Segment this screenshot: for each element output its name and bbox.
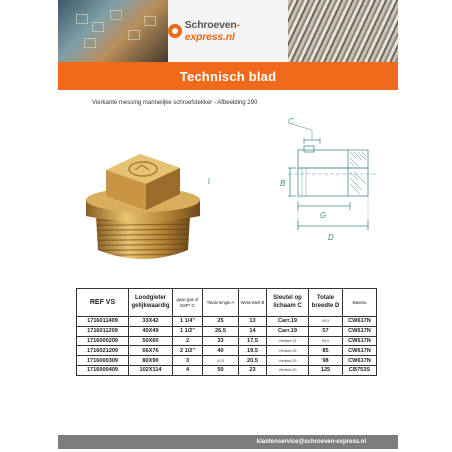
table-header-cell: Loodgieter gelijkwaardig: [129, 289, 173, 317]
dimension-label-b: B: [280, 179, 286, 188]
table-cell: 1 1/2": [173, 326, 203, 336]
table-cell: 1716000409: [77, 365, 129, 375]
table-cell: 13: [239, 317, 267, 327]
table-cell: 26.5: [203, 326, 239, 336]
spec-table: [76, 288, 377, 376]
brand-name: Schroeven-express.nl: [184, 19, 240, 43]
table-header-cell: REF VS: [77, 289, 129, 317]
header-banner: [58, 0, 398, 62]
table-cell: 102X114: [129, 365, 173, 375]
table-cell: 1716021209: [77, 346, 129, 356]
page-title: Technisch blad: [179, 68, 277, 84]
table-cell: 25: [203, 317, 239, 327]
table-cell: CW617N: [343, 356, 377, 366]
table-cell: 3: [173, 356, 203, 366]
table-cell: 49,5: [309, 317, 343, 327]
table-row: [77, 365, 377, 375]
table-cell: 85: [309, 346, 343, 356]
table-header-cell: Sleutel op lichaam C: [267, 289, 309, 317]
table-cell: 80X90: [129, 356, 173, 366]
table-header-row: [77, 289, 377, 317]
header-photo-tools: [58, 0, 168, 62]
table-cell: 4: [173, 365, 203, 375]
table-header-cell: Materia: [343, 289, 377, 317]
table-cell: Vierkant 35: [267, 346, 309, 356]
header-photo-screws: [288, 0, 398, 62]
table-cell: Carr.19: [267, 326, 309, 336]
table-row: [77, 326, 377, 336]
table-cell: 14: [239, 326, 267, 336]
dimension-label-g: G: [320, 211, 327, 220]
table-cell: 2: [173, 336, 203, 346]
table-row: [77, 346, 377, 356]
table-header-cell: Totale breedte D: [309, 289, 343, 317]
table-cell: 1 1/4": [173, 317, 203, 327]
table-cell: 1716011209: [77, 326, 129, 336]
table-header-cell: gaan gas of BSP* G: [173, 289, 203, 317]
table-cell: CW617N: [343, 317, 377, 327]
dimension-label-c: C: [288, 117, 294, 126]
table-header-cell: Wetenstelt B: [239, 289, 267, 317]
table-row: [77, 336, 377, 346]
table-cell: 20.5: [239, 356, 267, 366]
table-cell: 2 1/2": [173, 346, 203, 356]
table-cell: 57: [309, 326, 343, 336]
title-bar: [58, 62, 398, 90]
table-cell: CW617N: [343, 326, 377, 336]
product-image: [82, 118, 204, 268]
table-cell: CW617N: [343, 336, 377, 346]
brand-logo-icon: [168, 24, 182, 38]
table-cell: Vierkant 24: [267, 336, 309, 346]
table-cell: 125: [309, 365, 343, 375]
table-cell: 17.5: [239, 336, 267, 346]
table-cell: 33X42: [129, 317, 173, 327]
table-cell: CW617N: [343, 346, 377, 356]
table-cell: 69,5: [309, 336, 343, 346]
brand-logo[interactable]: [168, 0, 288, 62]
table-cell: 50X60: [129, 336, 173, 346]
table-cell: Vierkant 40: [267, 365, 309, 375]
technical-drawing: [200, 112, 400, 272]
dimension-label-side: BSP: [207, 177, 211, 184]
table-row: [77, 317, 377, 327]
table-cell: 98: [309, 356, 343, 366]
table-cell: Vierkant 35: [267, 356, 309, 366]
table-cell: 50: [203, 365, 239, 375]
table-cell: 1716000209: [77, 336, 129, 346]
footer-email-link[interactable]: klantenservice@schroeven-express.nl: [256, 439, 366, 445]
table-cell: 40X49: [129, 326, 173, 336]
table-header-cell: Totale lengte A: [203, 289, 239, 317]
table-cell: 66X76: [129, 346, 173, 356]
table-cell: 23: [239, 365, 267, 375]
table-cell: 1716000309: [77, 356, 129, 366]
table-cell: 19.5: [239, 346, 267, 356]
footer-bar: [58, 435, 398, 449]
table-row: [77, 356, 377, 366]
dimension-label-d: D: [328, 233, 334, 242]
table-cell: CB753S: [343, 365, 377, 375]
table-cell: 40: [203, 346, 239, 356]
table-cell: 1716011409: [77, 317, 129, 327]
table-cell: Carr.19: [267, 317, 309, 327]
table-cell: 41,5: [203, 356, 239, 366]
product-subtitle: Vierkante messing mannelijke schroefstekker - Afbeelding 290: [92, 100, 258, 106]
table-cell: 33: [203, 336, 239, 346]
